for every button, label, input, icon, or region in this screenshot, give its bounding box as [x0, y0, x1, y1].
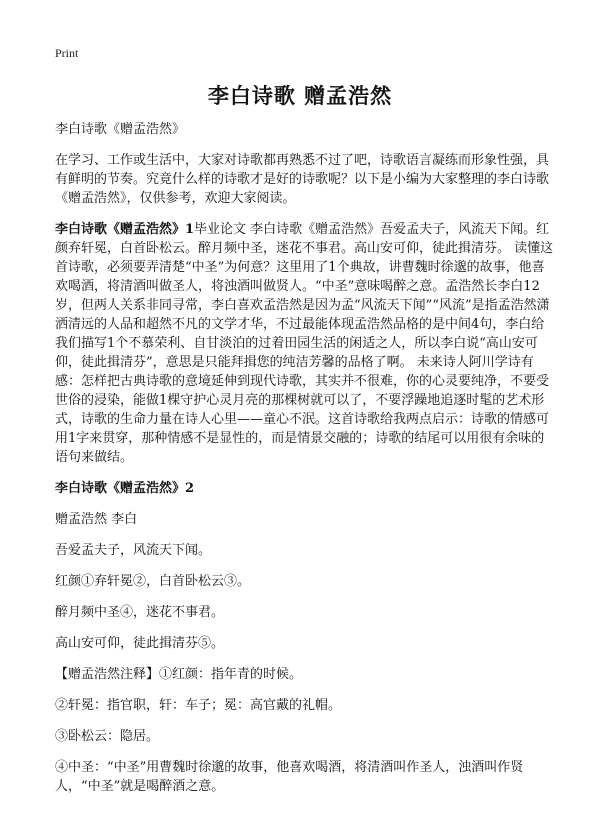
section-1-text: 毕业论文 李白诗歌《赠孟浩然》吾爱孟夫子，风流天下闻。红颜弃轩冕，白首卧松云。醉月频中圣，迷花不事君。高山安可仰，徒此揖清芬。 读懂这首诗歌，必须要弄清楚“中圣”为何意？这里用了1个典故，讲曹魏时徐邈的故事，他喜欢喝酒，将清酒叫做圣人，将浊酒叫做贤人。“中圣”意味喝醉之意。孟浩然长李白12岁，但两人关系非同寻常，李白喜欢孟浩然是因为孟“风流天下闻”“风流”是指孟浩然潇洒清远的人品和超然不凡的文学才华，不过最能体现孟浩然品格的是中间4句，李白给我们描写1个不慕荣利、自甘淡泊的过着田园生活的闲适之人，所以李白说“高山安可仰，徒此揖清芬”，意思是只能拜揖您的纯洁芳馨的品格了啊。 未来诗人阿川学诗有感：怎样把古典诗歌的意境延伸到现代诗歌，其实并不很难，你的心灵要纯净，不要受世俗的浸染，能做1棵守护心灵月亮的那棵树就可以了，不要浮躁地追逐时髦的艺术形式，诗歌的生命力量在诗人心里——童心不泯。这首诗歌给我两点启示：诗歌的情感可用1字来贯穿，那种情感不是显性的，而是情景交融的；诗歌的结尾可以用很有余味的语句来做结。 — [55, 222, 554, 465]
section-2-heading: 李白诗歌《赠孟浩然》2 — [55, 481, 195, 496]
page-title: 李白诗歌 赠孟浩然 — [207, 84, 393, 108]
section-1-heading: 李白诗歌《赠孟浩然》1 — [55, 222, 195, 237]
poem-line: 吾爱孟夫子，风流天下闻。 — [55, 543, 212, 558]
annotation-line: ④中圣：“中圣”用曹魏时徐邈的故事，他喜欢喝酒，将清酒叫作圣人，浊酒叫作贤人，“中圣”就是喝醉酒之意。 — [55, 760, 524, 794]
intro-paragraph: 在学习、工作或生活中，大家对诗歌都再熟悉不过了吧，诗歌语言凝练而形象性强，具有鲜明的节奏。究竟什么样的诗歌才是好的诗歌呢？以下是小编为大家整理的李白诗歌《赠孟浩然》，仅供参考，欢迎大家阅读。 — [55, 153, 550, 206]
print-label[interactable]: Print — [55, 46, 79, 60]
annotation-line: ③卧松云：隐居。 — [55, 729, 160, 744]
annotation-line: ②轩冕：指官职，轩：车子；冕：高官戴的礼帽。 — [55, 698, 342, 713]
subtitle: 李白诗歌《赠孟浩然》 — [55, 122, 186, 137]
poem-line: 红颜①弃轩冕②，白首卧松云③。 — [55, 574, 251, 589]
annotation-line: 【赠孟浩然注释】①红颜：指年青的时候。 — [55, 667, 303, 682]
poem-line: 高山安可仰，徒此揖清芬⑤。 — [55, 636, 225, 651]
poem-line: 醉月频中圣④，迷花不事君。 — [55, 605, 225, 620]
poem-line: 赠孟浩然 李白 — [55, 512, 138, 527]
document-body — [55, 120, 557, 808]
section-1-paragraph — [55, 220, 557, 467]
